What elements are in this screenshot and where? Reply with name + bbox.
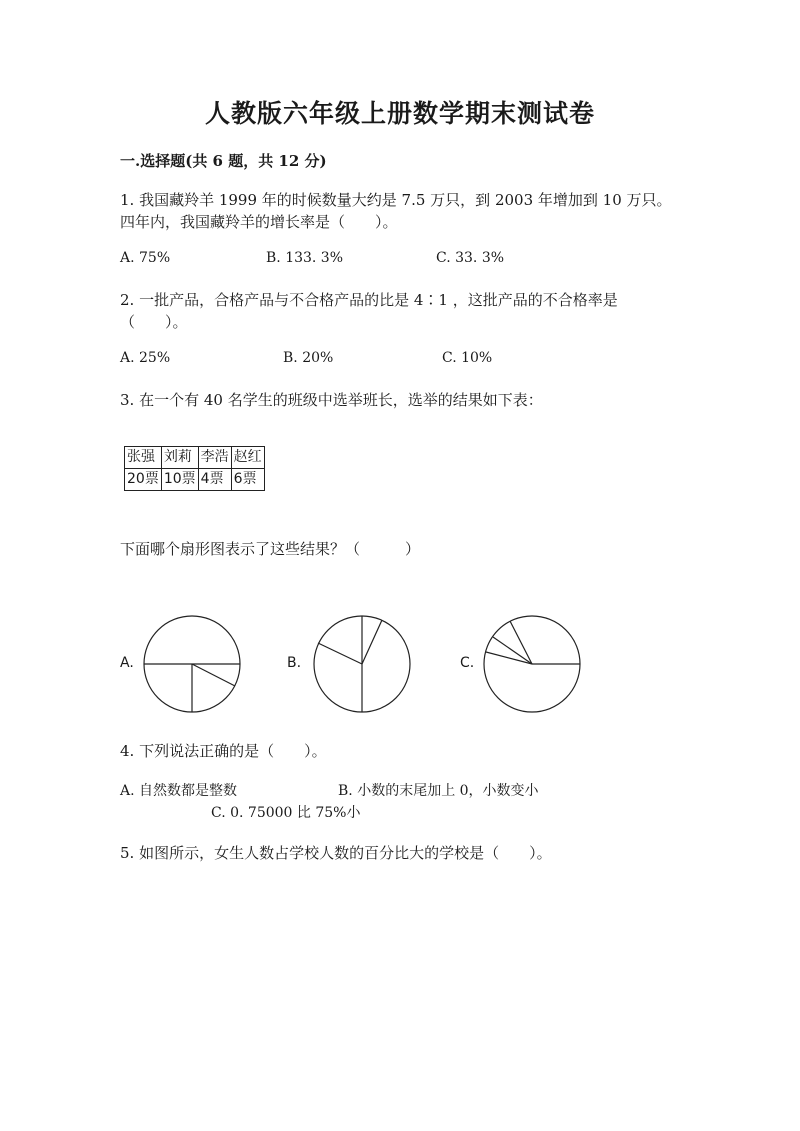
q1-option-a: A. 75% (120, 250, 171, 266)
table-cell: 6票 (231, 469, 264, 491)
q5-text-line1: 5. 如图所示，女生人数占学校人数的百分比大的学校是（ ）。 (120, 844, 552, 862)
pie-b-label: B. (287, 655, 302, 671)
q4-text-line1: 4. 下列说法正确的是（ ）。 (120, 742, 327, 760)
table-header-cell: 张强 (125, 447, 162, 469)
table-header-cell: 刘莉 (161, 447, 198, 469)
table-cell: 4票 (198, 469, 231, 491)
pie-b-radius (362, 620, 382, 664)
page-title: 人教版六年级上册数学期末测试卷 (204, 99, 595, 128)
pie-a-radius (192, 664, 235, 686)
pie-c-label: C. (460, 655, 475, 671)
table-cell: 10票 (161, 469, 198, 491)
table-header-cell: 赵红 (231, 447, 264, 469)
q3-prompt: 下面哪个扇形图表示了这些结果？（ ） (120, 540, 421, 558)
q1-text-line2: 四年内，我国藏羚羊的增长率是（ ）。 (120, 213, 398, 231)
q2-text-line1: 2. 一批产品，合格产品与不合格产品的比是 4∶1 ，这批产品的不合格率是 (120, 291, 618, 309)
pie-chart-a (140, 612, 244, 716)
q4-option-b: B. 小数的末尾加上 0，小数变小 (338, 783, 539, 799)
table-row (125, 447, 265, 469)
q2-option-c: C. 10% (442, 350, 493, 366)
table-cell: 20票 (125, 469, 162, 491)
pie-b-radius (318, 643, 362, 664)
pie-c-radius (493, 637, 532, 664)
q2-option-a: A. 25% (120, 350, 171, 366)
pie-c-radius (486, 652, 532, 664)
q1-option-b: B. 133. 3% (266, 250, 344, 266)
q4-option-c: C. 0. 75000 比 75%小 (211, 805, 361, 821)
vote-results-table (124, 446, 265, 491)
section-heading: 一.选择题(共 6 题，共 12 分) (120, 152, 327, 170)
q1-option-c: C. 33. 3% (436, 250, 505, 266)
table-row (125, 469, 265, 491)
q3-text-line1: 3. 在一个有 40 名学生的班级中选举班长，选举的结果如下表： (120, 391, 543, 409)
pie-c-radius (510, 621, 532, 664)
q1-text-line1: 1. 我国藏羚羊 1999 年的时候数量大约是 7.5 万只，到 2003 年增加到 10 万只。 (120, 191, 672, 209)
pie-a-label: A. (120, 655, 134, 671)
q2-option-b: B. 20% (283, 350, 334, 366)
pie-chart-b (310, 612, 414, 716)
q4-option-a: A. 自然数都是整数 (120, 783, 238, 799)
pie-chart-c (480, 612, 584, 716)
table-header-cell: 李浩 (198, 447, 231, 469)
q2-text-line2: （ ）。 (120, 313, 188, 331)
